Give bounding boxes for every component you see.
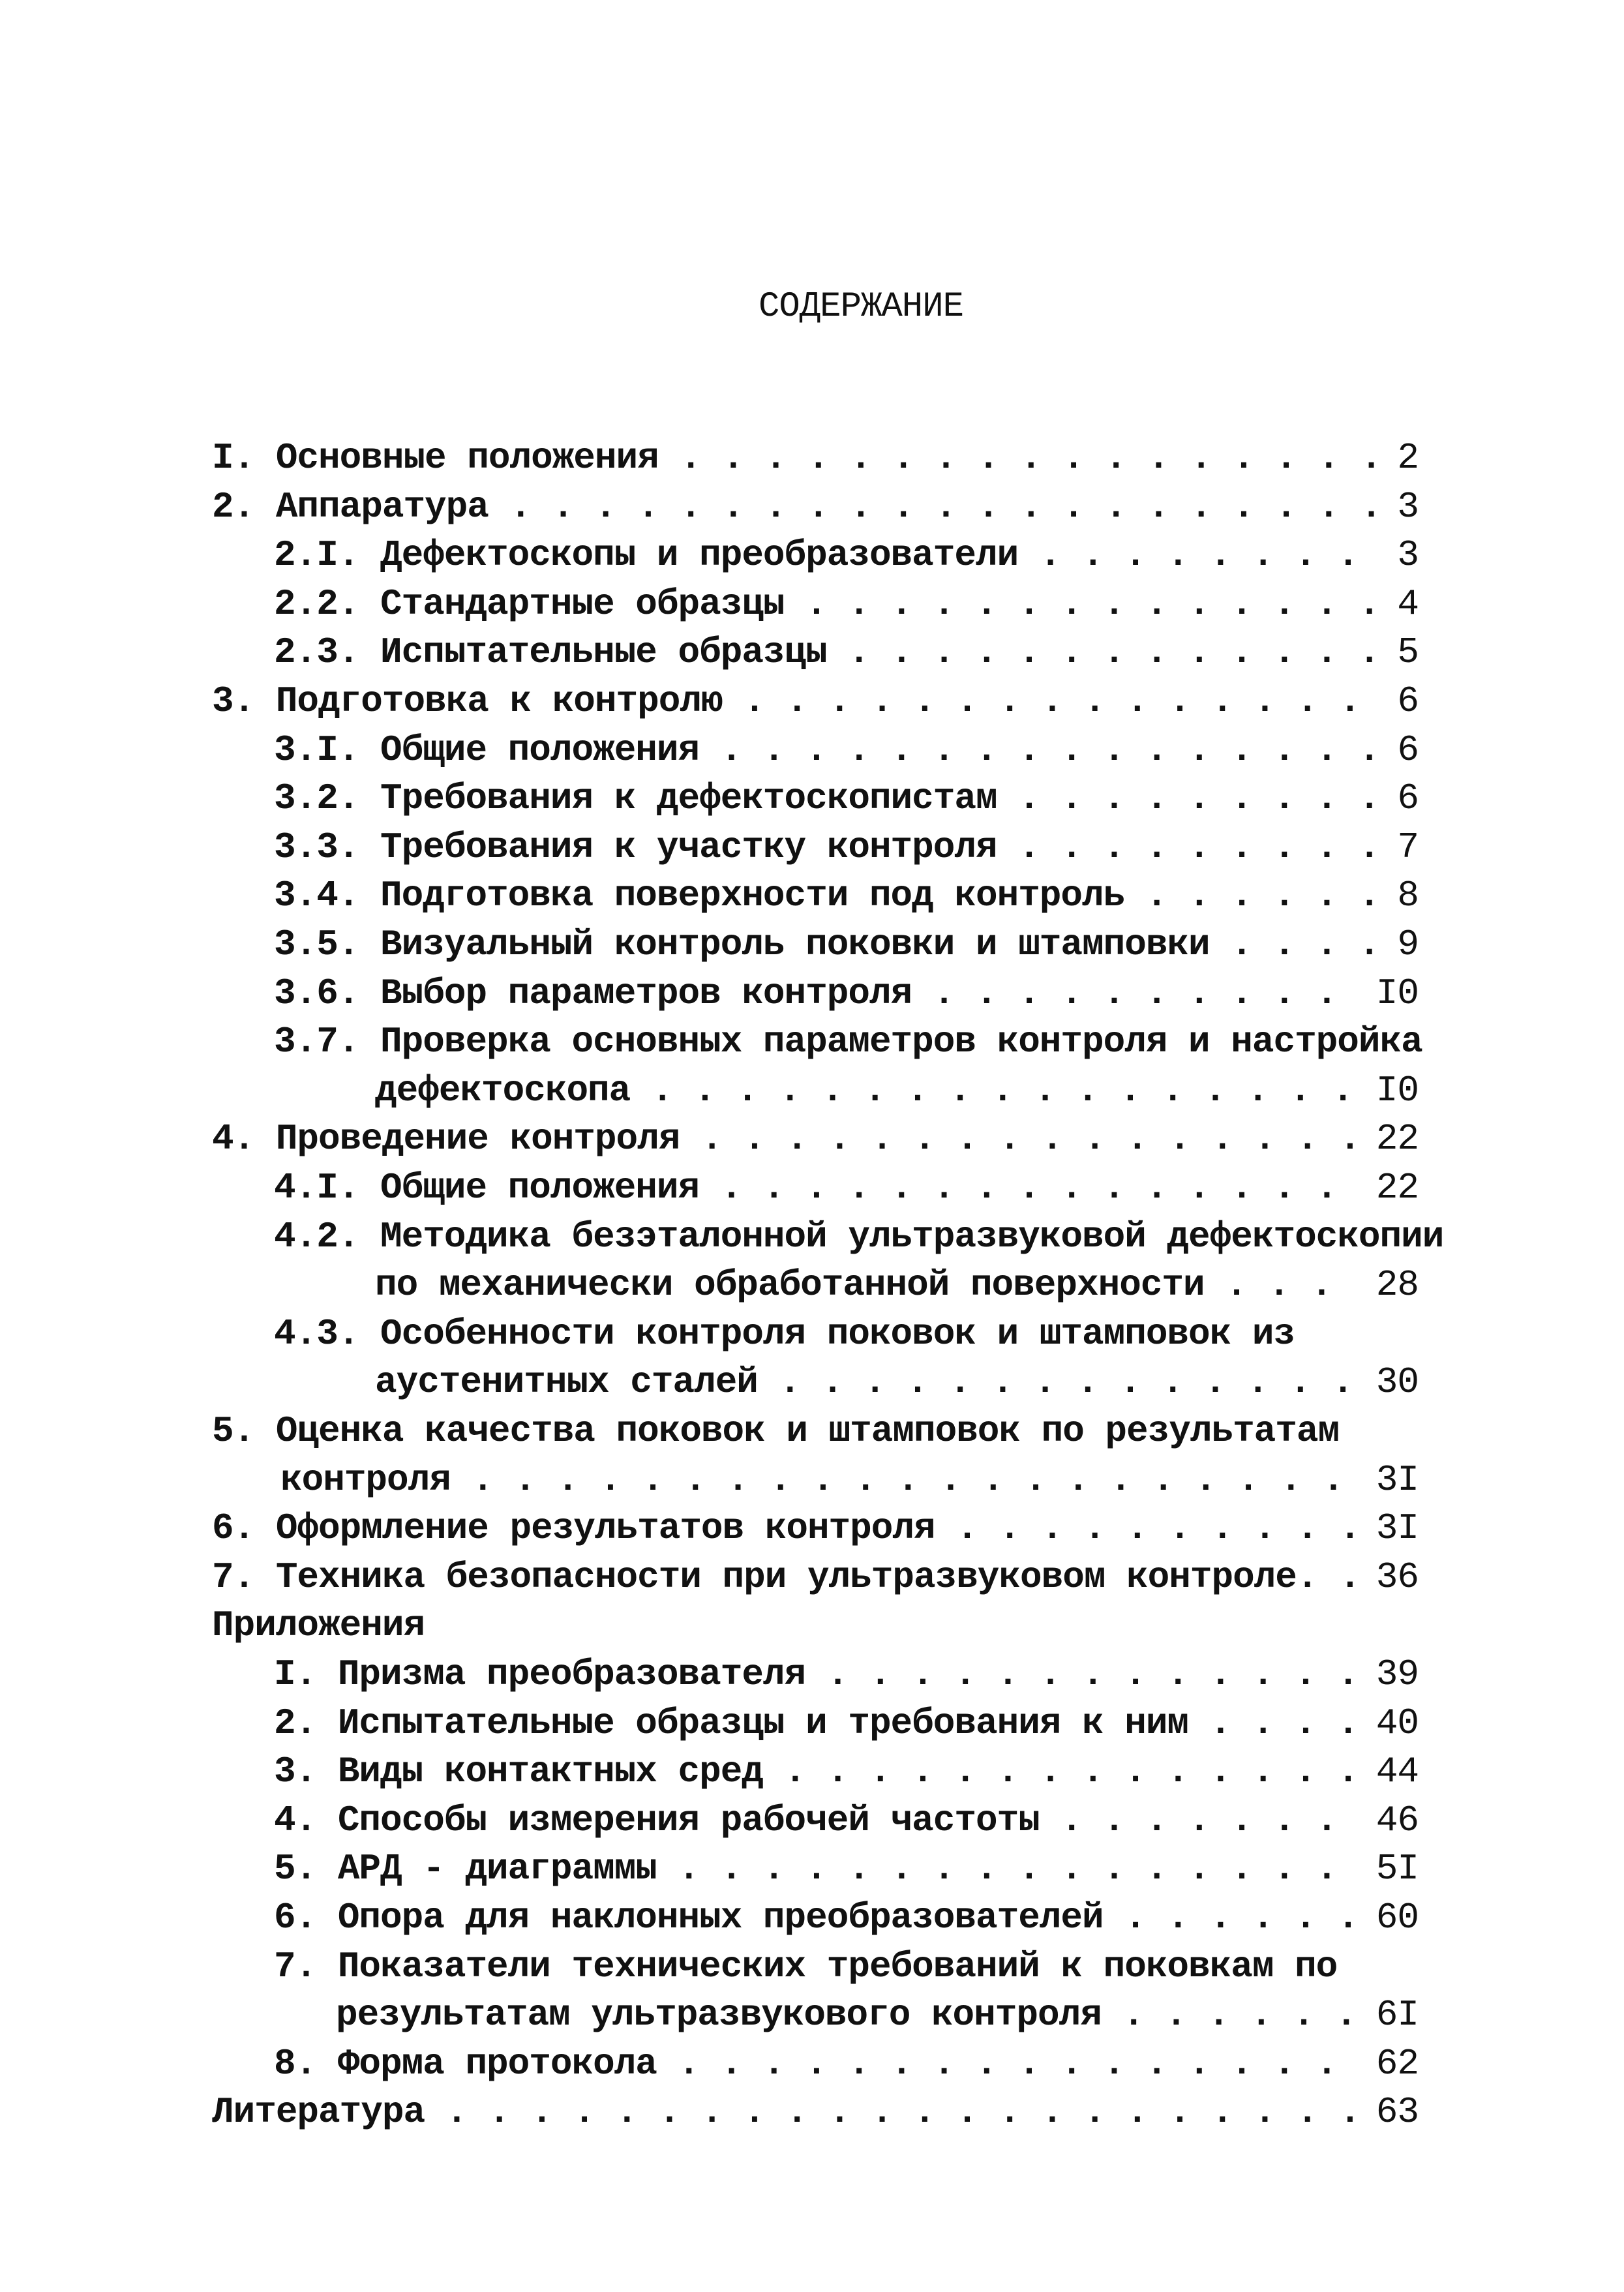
toc-entry <box>280 1456 1419 1504</box>
toc-entry-title: по механически обработанной поверхности <box>375 1264 1205 1306</box>
toc-entry-title: Приложения <box>212 1605 425 1647</box>
dot-leader: . . . . . . . <box>1039 1799 1338 1841</box>
toc-entry-page: 2 <box>1397 437 1419 479</box>
toc-entry-title: 3.5. Визуальный контроль поковки и штамповки <box>274 924 1210 965</box>
toc-entry-title: 2. Испытательные образцы и требования к ним <box>274 1702 1189 1744</box>
toc-entry-page: 30 <box>1376 1361 1419 1404</box>
toc-entry <box>274 726 1419 774</box>
toc-entry-title: Литература <box>212 2091 425 2134</box>
toc-entry-page: 62 <box>1376 2042 1419 2085</box>
toc-entry-page: 46 <box>1376 1799 1419 1841</box>
toc-entry-title: 3. Подготовка к контролю <box>212 680 723 722</box>
toc-entry <box>274 1164 1419 1212</box>
toc-entry-page: 5 <box>1397 631 1419 674</box>
toc-entry-page: I0 <box>1376 1069 1419 1111</box>
toc-entry-page: 6 <box>1397 777 1419 820</box>
toc-entry <box>274 1942 1419 1991</box>
toc-entry <box>274 2040 1419 2088</box>
toc-entry <box>274 969 1419 1018</box>
toc-entry-page: 6I <box>1376 1994 1419 2036</box>
toc-entry-title: 3.6. Выбор параметров контроля <box>274 972 912 1014</box>
toc-entry-title: результатам ультразвукового контроля <box>336 1994 1102 2036</box>
toc-entry <box>336 1991 1419 2039</box>
dot-leader: . . . . . . . . . . . . . . <box>757 1361 1353 1404</box>
toc-entry-page: 3I <box>1376 1507 1419 1550</box>
toc-entry <box>212 483 1419 531</box>
dot-leader: . . . . . . . . . . . . . <box>805 1653 1359 1695</box>
toc-entry-title: дефектоскопа <box>375 1069 631 1111</box>
dot-leader: . . . . . . . . . . . . . . <box>784 582 1380 625</box>
toc-entry <box>274 1747 1419 1796</box>
dot-leader: . . . . . . . . . . . . . . . . <box>699 729 1380 771</box>
toc-entry-title: 5. Оценка качества поковок и штамповок по результатам <box>212 1410 1340 1452</box>
toc-entry <box>274 1213 1444 1261</box>
toc-entry-title: 3.3. Требования к участку контроля <box>274 826 997 868</box>
toc-entry-page: 6 <box>1397 680 1419 722</box>
toc-entry <box>274 628 1419 676</box>
toc-entry-title: 7. Техника безопасности при ультразвуковом контроле. <box>212 1556 1318 1598</box>
toc-entry-title: 6. Оформление результатов контроля <box>212 1507 935 1550</box>
dot-leader: . . . . <box>1188 1702 1359 1744</box>
dot-leader: . . . . . . . . . . . . . . . . . <box>630 1069 1353 1111</box>
toc-entry-title: 2.I. Дефектоскопы и преобразователи <box>274 534 1019 577</box>
toc-entry-page: 36 <box>1376 1556 1419 1598</box>
dot-leader: . . . . . . . . . . . . . . . . . . . . . . <box>425 2091 1361 2134</box>
toc-entry-page: 63 <box>1376 2091 1419 2134</box>
toc-entry <box>274 1893 1419 1942</box>
dot-leader: . . . . . . . . . <box>997 777 1380 820</box>
toc-entry <box>375 1261 1419 1309</box>
toc-entry-title: 5. АРД - диаграммы <box>274 1848 657 1890</box>
dot-leader: . . . . . . . . . . . . . . . . . <box>658 437 1382 479</box>
toc-entry-title: I. Основные положения <box>212 437 659 479</box>
dot-leader: . . . . . . . . . . . . . . . <box>722 680 1361 722</box>
toc-entry-title: 8. Форма протокола <box>274 2042 657 2085</box>
dot-leader: . . . . . . . . . . . . . . . . <box>680 1118 1361 1160</box>
toc-entry <box>274 871 1419 920</box>
dot-leader: . . . . . . . . . . <box>935 1507 1361 1550</box>
toc-entry-title: 4. Проведение контроля <box>212 1118 680 1160</box>
toc-entry <box>274 774 1419 822</box>
toc-entry-page: 40 <box>1376 1702 1419 1744</box>
toc-entry <box>212 1407 1419 1455</box>
dot-leader: . . . . . . <box>1124 875 1380 917</box>
toc-entry-title: 3.2. Требования к дефектоскопистам <box>274 777 997 820</box>
toc-entry-title: 2.3. Испытательные образцы <box>274 631 827 674</box>
toc-entry <box>274 1310 1419 1358</box>
toc-entry-title: 4.2. Методика безэталонной ультразвуковой дефектоскопии <box>274 1215 1444 1258</box>
toc-entry-title: 4.I. Общие положения <box>274 1167 700 1209</box>
toc-entry-page: 3 <box>1397 534 1419 577</box>
toc-entry <box>212 677 1419 725</box>
toc-entry-title: 2. Аппаратура <box>212 485 489 528</box>
dot-leader: . . . . . . . . . . <box>912 972 1338 1014</box>
toc-entry <box>212 1115 1419 1163</box>
toc-entry <box>212 1601 1419 1650</box>
toc-entry-page: 3 <box>1397 485 1419 528</box>
toc-entry-title: аустенитных сталей <box>375 1361 758 1404</box>
toc-entry-title: 3.7. Проверка основных параметров контроля и настройка <box>274 1021 1422 1063</box>
toc-entry <box>274 1845 1419 1893</box>
dot-leader: . . . <box>1204 1264 1332 1306</box>
toc-entry-title: 6. Опора для наклонных преобразователей <box>274 1897 1104 1938</box>
toc-entry-page: 5I <box>1376 1848 1419 1890</box>
toc-entry <box>274 823 1419 871</box>
toc-entry-title: I. Призма преобразователя <box>274 1653 806 1695</box>
toc-entry-page: 4 <box>1397 582 1419 625</box>
toc-entry-page: 9 <box>1397 924 1419 965</box>
dot-leader: . . . . . . . . . <box>997 826 1380 868</box>
toc-entry <box>375 1066 1419 1115</box>
toc-entry-page: I0 <box>1376 972 1419 1014</box>
toc-entry <box>274 1699 1419 1747</box>
dot-leader: . . . . . . . . . . . . . . <box>762 1751 1359 1793</box>
toc-entry-title: 7. Показатели технических требований к поковкам по <box>274 1945 1338 1987</box>
toc-entry <box>274 1018 1422 1066</box>
toc-entry <box>274 531 1419 579</box>
toc-entry-title: 4.3. Особенности контроля поковок и штамповок из <box>274 1312 1295 1355</box>
toc-entry-title: 3.4. Подготовка поверхности под контроль <box>274 875 1125 917</box>
toc-entry-page: 8 <box>1397 875 1419 917</box>
dot-leader: . . . . . . . . . . . . . . . . . . . . . <box>450 1458 1344 1501</box>
toc-entry-page: 22 <box>1376 1118 1419 1160</box>
dot-leader: . . . . . . <box>1101 1994 1357 2036</box>
toc-entry <box>212 2088 1419 2136</box>
dot-leader: . . . . . . . . . . . . . . . . <box>656 1848 1338 1890</box>
dot-leader: . . . . . . . . . . . . . . . . <box>656 2042 1338 2085</box>
toc-entry-page: 6 <box>1397 729 1419 771</box>
toc-entry-page: 22 <box>1376 1167 1419 1209</box>
dot-leader: . . . . <box>1209 924 1380 965</box>
dot-leader: . . . . . . . . . . . . . . . <box>699 1167 1338 1209</box>
toc-entry-title: контроля <box>280 1458 451 1501</box>
toc-entry-title: 2.2. Стандартные образцы <box>274 582 785 625</box>
toc-entry-page: 3I <box>1376 1458 1419 1501</box>
dot-leader: . . . . . . . . <box>1018 534 1359 577</box>
dot-leader: . . . . . . . . . . . . . . . . . . . . . <box>488 485 1382 528</box>
dot-leader: . . . . . . . . . . . . . <box>826 631 1380 674</box>
toc-entry-page: 39 <box>1376 1653 1419 1695</box>
dot-leader: . <box>1317 1556 1361 1598</box>
toc-entry <box>274 1650 1419 1698</box>
toc-entry <box>274 580 1419 628</box>
toc-entry-page: 7 <box>1397 826 1419 868</box>
toc-entry-page: 44 <box>1376 1751 1419 1793</box>
toc-entry <box>212 434 1419 482</box>
toc-entry <box>212 1504 1419 1552</box>
toc-entry <box>212 1553 1419 1601</box>
toc-entry-title: 3.I. Общие положения <box>274 729 700 771</box>
toc-entry <box>375 1358 1419 1406</box>
page-title: СОДЕРЖАНИЕ <box>758 287 964 327</box>
toc-entry <box>274 920 1419 969</box>
dot-leader: . . . . . . <box>1103 1897 1359 1938</box>
toc-entry-page: 28 <box>1376 1264 1419 1306</box>
toc-entry <box>274 1796 1419 1845</box>
toc-entry-title: 4. Способы измерения рабочей частоты <box>274 1799 1040 1841</box>
toc-entry-title: 3. Виды контактных сред <box>274 1751 763 1793</box>
toc-entry-page: 60 <box>1376 1897 1419 1938</box>
